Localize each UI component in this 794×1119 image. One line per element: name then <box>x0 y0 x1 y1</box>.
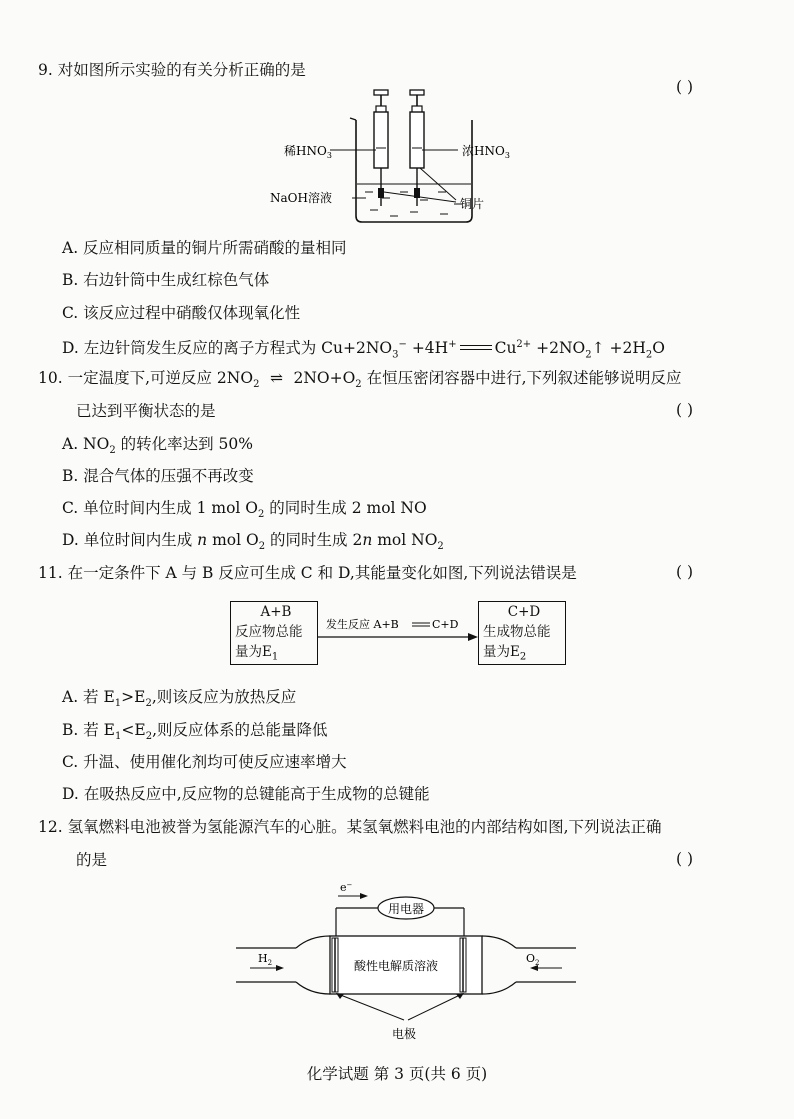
h2-label: $H_2$ <box>258 952 273 967</box>
q9-option-d: D. 左边针筒发生反应的离子方程式为 $Cu+2NO_3^- +4H^+$ $Cu^{2+}$ $+2NO_2↑ +2H_2O$ <box>62 339 665 361</box>
q10-stem-line2: 已达到平衡状态的是 <box>76 402 216 420</box>
q9-answer-paren: ( ) <box>676 78 694 96</box>
q12-answer-paren: ( ) <box>676 850 694 868</box>
product-box-line2: 生成物总能 <box>483 624 551 640</box>
q10-option-a: A. $NO_2$ 的转化率达到 50% <box>62 435 254 457</box>
reactant-box-title: A+B <box>260 604 292 620</box>
product-box-title: C+D <box>507 604 541 620</box>
device-label: 用电器 <box>388 902 425 916</box>
q11-option-b: B. 若 $E_1<E_2$,则反应体系的总能量降低 <box>62 721 328 743</box>
label-copper-sheet: 铜片 <box>460 197 485 211</box>
equals-sign <box>457 344 495 354</box>
q10-option-c: C. 单位时间内生成 1 mol $O_2$ 的同时生成 2 mol NO <box>62 499 427 521</box>
label-naoh-solution: NaOH溶液 <box>270 191 332 205</box>
q9-option-c: C. 该反应过程中硝酸仅体现氧化性 <box>62 304 301 322</box>
q11-reactant-box <box>230 601 318 665</box>
label-concentrated-hno3: 浓$HNO_3$ <box>462 144 510 160</box>
o2-label: $O_2$ <box>526 952 540 967</box>
q12-stem-line2: 的是 <box>76 851 108 869</box>
q11-stem: 11. 在一定条件下 A 与 B 反应可生成 C 和 D,其能量变化如图,下列说法错误是 <box>38 564 577 582</box>
q11-option-a: A. 若 $E_1>E_2$,则该反应为放热反应 <box>62 688 297 710</box>
q10-stem-line1: 10. 一定温度下,可逆反应 $2NO_2$ ⇌ $2NO+O_2$ 在恒压密闭容器中进行,下列叙述能够说明反应 <box>38 369 682 391</box>
arrow-label: 发生反应 A+B <box>326 618 399 631</box>
page-footer: 化学试题 第 3 页(共 6 页) <box>306 1065 488 1083</box>
electrode-label: 电极 <box>392 1027 417 1041</box>
q9-option-b: B. 右边针筒中生成红棕色气体 <box>62 271 270 289</box>
q11-answer-paren: ( ) <box>676 563 694 581</box>
electrolyte-label: 酸性电解质溶液 <box>354 959 439 973</box>
label-dilute-hno3: 稀$HNO_3$ <box>284 144 332 160</box>
reactant-box-line2: 反应物总能 <box>235 624 303 640</box>
q9-experiment-diagram <box>270 88 530 228</box>
q11-option-d: D. 在吸热反应中,反应物的总键能高于生成物的总键能 <box>62 785 430 803</box>
q10-option-d: D. 单位时间内生成 n mol $O_2$ 的同时生成 2n mol $NO_2$ <box>62 531 444 553</box>
q12-stem-line1: 12. 氢氧燃料电池被誉为氢能源汽车的心脏。某氢氧燃料电池的内部结构如图,下列说法正确 <box>38 818 662 836</box>
q9-option-a: A. 反应相同质量的铜片所需硝酸的量相同 <box>62 239 347 257</box>
q10-option-b: B. 混合气体的压强不再改变 <box>62 467 254 485</box>
reactant-box-line3: 量为$E_1$ <box>235 644 279 663</box>
arrow-label-product: C+D <box>432 618 459 631</box>
q11-option-c: C. 升温、使用催化剂均可使反应速率增大 <box>62 753 347 771</box>
q9-stem: 9. 对如图所示实验的有关分析正确的是 <box>38 61 306 79</box>
product-box-line3: 量为$E_2$ <box>483 644 527 663</box>
q12-fuel-cell-diagram <box>236 882 576 1046</box>
q11-product-box <box>478 601 566 665</box>
reversible-arrow: ⇌ <box>269 369 283 387</box>
q10-answer-paren: ( ) <box>676 401 694 419</box>
q11-reaction-arrow <box>318 615 478 645</box>
electron-label: e− <box>340 882 353 894</box>
